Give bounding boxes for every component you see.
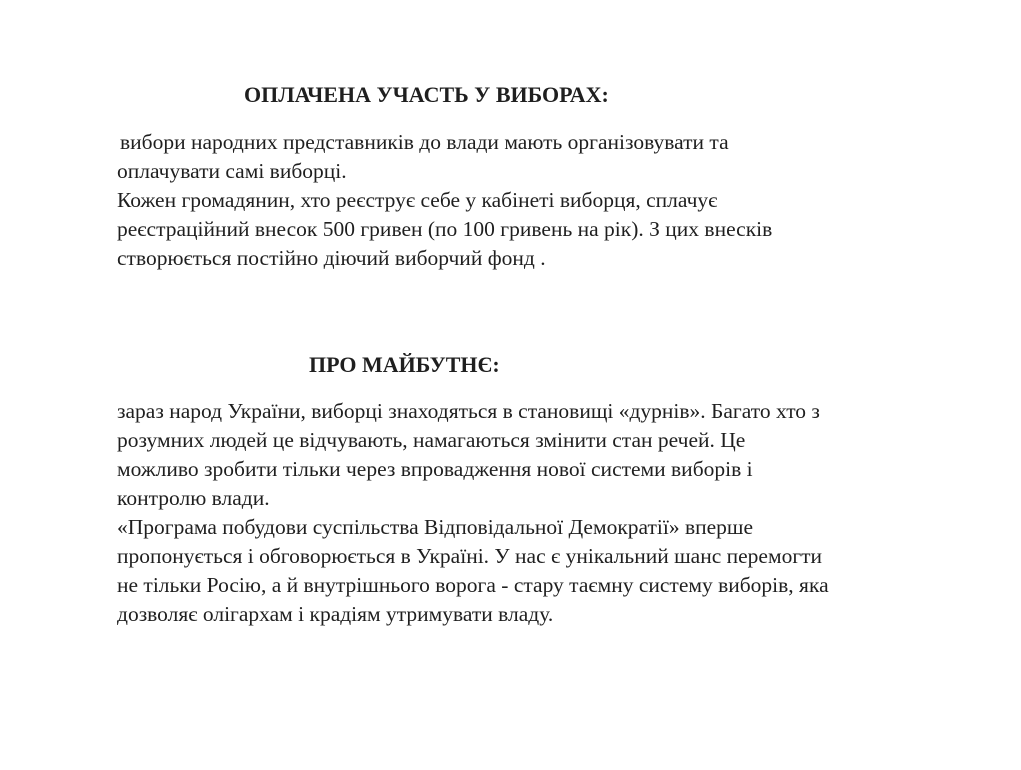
text-line: не тільки Росію, а й внутрішнього ворога - стару таємну систему виборів, яка [117, 573, 829, 597]
section-heading-paid-participation: ОПЛАЧЕНА УЧАСТЬ У ВИБОРАХ: [244, 82, 609, 107]
text-line: зараз народ України, виборці знаходяться в становищі «дурнів». Багато хто з [117, 399, 820, 423]
text-line: контролю влади. [117, 486, 270, 510]
text-line: розумних людей це відчувають, намагаються змінити стан речей. Це [117, 428, 746, 452]
text-line: дозволяє олігархам і крадіям утримувати владу. [117, 602, 554, 626]
text-line: «Програма побудови суспільства Відповідальної Демократії» вперше [117, 515, 754, 539]
text-line: реєстраційний внесок 500 гривен (по 100 гривень на рік). З цих внесків [117, 217, 773, 241]
text-line: оплачувати самі виборці. [117, 159, 347, 183]
text-line: пропонується і обговорюється в Україні. У нас є унікальний шанс перемогти [117, 544, 823, 568]
text-line: створюється постійно діючий виборчий фонд . [117, 246, 546, 270]
text-line: можливо зробити тільки через впровадження нової системи виборів і [117, 457, 753, 481]
text-line: Кожен громадянин, хто реєструє себе у кабінеті виборця, сплачує [117, 188, 718, 212]
section-heading-future: ПРО МАЙБУТНЄ: [309, 352, 500, 377]
text-line: вибори народних представників до влади мають організовувати та [120, 130, 729, 154]
section-body-future [117, 397, 967, 629]
section-body-paid-participation [117, 128, 967, 273]
